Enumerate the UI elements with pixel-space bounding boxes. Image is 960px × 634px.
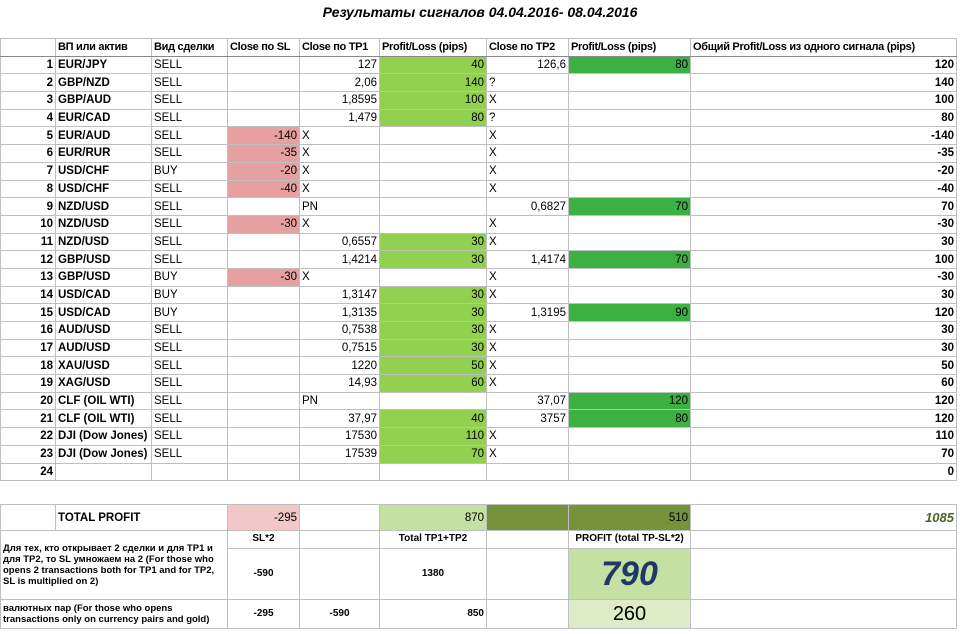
table-row bbox=[1, 463, 957, 481]
asset-cell: NZD/USD bbox=[56, 215, 152, 233]
table-row bbox=[1, 109, 957, 127]
total-cell: 0 bbox=[691, 463, 957, 481]
total-cell: 30 bbox=[691, 233, 957, 251]
table-row bbox=[1, 74, 957, 92]
row-number: 24 bbox=[1, 463, 56, 481]
header-pl1: Profit/Loss (pips) bbox=[380, 39, 487, 57]
asset-cell: NZD/USD bbox=[56, 233, 152, 251]
close-tp1-cell: 127 bbox=[300, 56, 380, 74]
close-tp2-cell bbox=[487, 180, 569, 198]
pl1-cell bbox=[380, 198, 487, 216]
close-sl-cell bbox=[228, 92, 300, 110]
deal-type-cell: SELL bbox=[152, 109, 228, 127]
pl1-cell: 60 bbox=[380, 375, 487, 393]
close-tp1-cell: 37,97 bbox=[300, 410, 380, 428]
total-cell: 140 bbox=[691, 74, 957, 92]
close-tp2-cell bbox=[487, 357, 569, 375]
row2-profit: 260 bbox=[569, 599, 691, 628]
total-pl2: 510 bbox=[569, 505, 691, 531]
asset-cell: AUD/USD bbox=[56, 322, 152, 340]
sl2-value: -590 bbox=[228, 548, 300, 599]
pl2-cell bbox=[569, 215, 691, 233]
total-final: 1085 bbox=[691, 505, 957, 531]
row-number: 2 bbox=[1, 74, 56, 92]
close-tp1-cell: 0,7515 bbox=[300, 339, 380, 357]
deal-type-cell: SELL bbox=[152, 198, 228, 216]
close-sl-cell bbox=[228, 445, 300, 463]
summary-row-2 bbox=[1, 599, 957, 628]
asset-cell: EUR/AUD bbox=[56, 127, 152, 145]
mark-text: X bbox=[489, 288, 497, 301]
pl2-cell: 70 bbox=[569, 251, 691, 269]
table-row bbox=[1, 428, 957, 446]
total-cell: 30 bbox=[691, 322, 957, 340]
pl2-cell bbox=[569, 127, 691, 145]
total-cell: -40 bbox=[691, 180, 957, 198]
pl2-cell bbox=[569, 428, 691, 446]
pl1-cell: 80 bbox=[380, 109, 487, 127]
deal-type-cell: SELL bbox=[152, 215, 228, 233]
asset-cell: GBP/AUD bbox=[56, 92, 152, 110]
deal-type-cell: BUY bbox=[152, 304, 228, 322]
close-tp2-cell bbox=[487, 268, 569, 286]
asset-cell: AUD/USD bbox=[56, 339, 152, 357]
row-number: 16 bbox=[1, 322, 56, 340]
row-number: 22 bbox=[1, 428, 56, 446]
close-tp2-cell bbox=[487, 233, 569, 251]
close-sl-cell bbox=[228, 74, 300, 92]
close-sl-cell bbox=[228, 357, 300, 375]
table-row bbox=[1, 286, 957, 304]
pl1-cell: 40 bbox=[380, 410, 487, 428]
close-tp2-cell bbox=[487, 375, 569, 393]
close-sl-cell bbox=[228, 109, 300, 127]
total-cell: -20 bbox=[691, 162, 957, 180]
pl2-cell bbox=[569, 357, 691, 375]
total-cell: 30 bbox=[691, 339, 957, 357]
row-number: 17 bbox=[1, 339, 56, 357]
deal-type-cell: SELL bbox=[152, 445, 228, 463]
deal-type-cell: SELL bbox=[152, 74, 228, 92]
asset-cell: USD/CAD bbox=[56, 304, 152, 322]
pl2-cell bbox=[569, 445, 691, 463]
asset-cell: DJI (Dow Jones) bbox=[56, 428, 152, 446]
total-cell: 120 bbox=[691, 304, 957, 322]
pl2-cell: 80 bbox=[569, 56, 691, 74]
asset-cell: XAU/USD bbox=[56, 357, 152, 375]
row-number: 3 bbox=[1, 92, 56, 110]
close-tp2-cell: 37,07 bbox=[487, 392, 569, 410]
deal-type-cell bbox=[152, 463, 228, 481]
header-close-sl: Close по SL bbox=[228, 39, 300, 57]
table-row bbox=[1, 215, 957, 233]
mark-text: X bbox=[489, 359, 497, 372]
pl2-cell bbox=[569, 162, 691, 180]
close-tp1-cell: 1,3135 bbox=[300, 304, 380, 322]
mark-text: X bbox=[489, 94, 497, 107]
deal-type-cell: SELL bbox=[152, 251, 228, 269]
summary-note-1: Для тех, кто открывает 2 сделки и для TP1 и для TP2, то SL умножаем на 2 (For those who opens 2 transactions both for TP1 and for TP2, SL is multiplied on 2) bbox=[1, 531, 228, 600]
mark-text: X bbox=[302, 218, 310, 231]
row-number: 18 bbox=[1, 357, 56, 375]
pl2-cell: 70 bbox=[569, 198, 691, 216]
total-cell: 120 bbox=[691, 392, 957, 410]
close-sl-cell: -40 bbox=[228, 180, 300, 198]
close-tp1-cell bbox=[300, 392, 380, 410]
close-tp1-cell: 17539 bbox=[300, 445, 380, 463]
table-row bbox=[1, 198, 957, 216]
deal-type-cell: SELL bbox=[152, 322, 228, 340]
asset-cell: USD/CAD bbox=[56, 286, 152, 304]
asset-cell: USD/CHF bbox=[56, 162, 152, 180]
close-tp1-cell bbox=[300, 198, 380, 216]
tp-total-label: Total TP1+TP2 bbox=[380, 531, 487, 549]
pl2-cell bbox=[569, 339, 691, 357]
close-tp1-cell bbox=[300, 127, 380, 145]
close-tp1-cell: 2,06 bbox=[300, 74, 380, 92]
header-close-tp1: Close по TP1 bbox=[300, 39, 380, 57]
pl1-cell: 70 bbox=[380, 445, 487, 463]
mark-text: PN bbox=[302, 200, 318, 213]
asset-cell: GBP/USD bbox=[56, 268, 152, 286]
deal-type-cell: BUY bbox=[152, 268, 228, 286]
close-sl-cell bbox=[228, 233, 300, 251]
close-tp2-cell bbox=[487, 445, 569, 463]
asset-cell: CLF (OIL WTI) bbox=[56, 392, 152, 410]
row-number: 5 bbox=[1, 127, 56, 145]
pl1-cell: 30 bbox=[380, 322, 487, 340]
table-row bbox=[1, 180, 957, 198]
asset-cell: XAG/USD bbox=[56, 375, 152, 393]
asset-cell: USD/CHF bbox=[56, 180, 152, 198]
total-cell: 110 bbox=[691, 428, 957, 446]
row-number: 14 bbox=[1, 286, 56, 304]
pl1-cell: 30 bbox=[380, 339, 487, 357]
close-tp1-cell: 1220 bbox=[300, 357, 380, 375]
deal-type-cell: SELL bbox=[152, 339, 228, 357]
asset-cell: EUR/RUR bbox=[56, 145, 152, 163]
tp-total-value: 1380 bbox=[380, 548, 487, 599]
table-row bbox=[1, 145, 957, 163]
summary-row-1 bbox=[1, 531, 957, 549]
pl2-cell bbox=[569, 375, 691, 393]
close-tp1-cell: 1,479 bbox=[300, 109, 380, 127]
close-tp1-cell bbox=[300, 268, 380, 286]
row-number: 23 bbox=[1, 445, 56, 463]
row-number: 21 bbox=[1, 410, 56, 428]
mark-text: X bbox=[302, 165, 310, 178]
mark-text: X bbox=[489, 147, 497, 160]
pl1-cell: 30 bbox=[380, 304, 487, 322]
close-tp1-cell: 1,4214 bbox=[300, 251, 380, 269]
pl1-cell: 100 bbox=[380, 92, 487, 110]
mark-text: X bbox=[489, 430, 497, 443]
close-tp2-cell bbox=[487, 215, 569, 233]
asset-cell: EUR/JPY bbox=[56, 56, 152, 74]
pl1-cell: 140 bbox=[380, 74, 487, 92]
total-label: TOTAL PROFIT bbox=[56, 505, 228, 531]
close-sl-cell: -35 bbox=[228, 145, 300, 163]
mark-text: X bbox=[489, 182, 497, 195]
asset-cell: DJI (Dow Jones) bbox=[56, 445, 152, 463]
mark-text: X bbox=[489, 165, 497, 178]
deal-type-cell: SELL bbox=[152, 428, 228, 446]
close-tp2-cell bbox=[487, 74, 569, 92]
asset-cell: NZD/USD bbox=[56, 198, 152, 216]
mark-text: X bbox=[302, 182, 310, 195]
sheet-title: Результаты сигналов 04.04.2016- 08.04.2016 bbox=[322, 4, 638, 20]
table-row bbox=[1, 268, 957, 286]
total-cell: 100 bbox=[691, 92, 957, 110]
row-number: 12 bbox=[1, 251, 56, 269]
pl2-cell bbox=[569, 74, 691, 92]
total-cell: 70 bbox=[691, 445, 957, 463]
pl1-cell: 30 bbox=[380, 286, 487, 304]
close-tp1-cell bbox=[300, 215, 380, 233]
pl2-cell: 120 bbox=[569, 392, 691, 410]
total-cell: 70 bbox=[691, 198, 957, 216]
mark-text: PN bbox=[302, 395, 318, 408]
mark-text: X bbox=[489, 129, 497, 142]
close-sl-cell bbox=[228, 392, 300, 410]
close-sl-cell bbox=[228, 304, 300, 322]
close-tp1-cell bbox=[300, 180, 380, 198]
deal-type-cell: SELL bbox=[152, 375, 228, 393]
header-total: Общий Profit/Loss из одного сигнала (pips) bbox=[691, 39, 957, 57]
mark-text: X bbox=[302, 271, 310, 284]
deal-type-cell: BUY bbox=[152, 162, 228, 180]
table-row bbox=[1, 127, 957, 145]
table-row bbox=[1, 322, 957, 340]
mark-text: ? bbox=[489, 112, 496, 125]
deal-type-cell: SELL bbox=[152, 127, 228, 145]
pl2-cell: 90 bbox=[569, 304, 691, 322]
close-sl-cell bbox=[228, 198, 300, 216]
pl2-cell bbox=[569, 92, 691, 110]
deal-type-cell: BUY bbox=[152, 286, 228, 304]
header-type: Вид сделки bbox=[152, 39, 228, 57]
close-sl-cell: -140 bbox=[228, 127, 300, 145]
row-number: 8 bbox=[1, 180, 56, 198]
table-row bbox=[1, 92, 957, 110]
table-row bbox=[1, 357, 957, 375]
total-cell: 100 bbox=[691, 251, 957, 269]
mark-text: X bbox=[489, 218, 497, 231]
close-tp2-cell: 3757 bbox=[487, 410, 569, 428]
total-cell: -140 bbox=[691, 127, 957, 145]
row-number: 13 bbox=[1, 268, 56, 286]
row-number: 1 bbox=[1, 56, 56, 74]
header-asset: ВП или актив bbox=[56, 39, 152, 57]
header-row bbox=[1, 39, 957, 57]
row-number: 11 bbox=[1, 233, 56, 251]
row-number: 19 bbox=[1, 375, 56, 393]
close-sl-cell bbox=[228, 463, 300, 481]
pl2-cell: 80 bbox=[569, 410, 691, 428]
close-tp2-cell bbox=[487, 109, 569, 127]
mark-text: X bbox=[302, 129, 310, 142]
pl1-cell: 30 bbox=[380, 233, 487, 251]
deal-type-cell: SELL bbox=[152, 92, 228, 110]
close-sl-cell bbox=[228, 56, 300, 74]
close-sl-cell bbox=[228, 339, 300, 357]
close-tp2-cell bbox=[487, 428, 569, 446]
pl1-cell: 40 bbox=[380, 56, 487, 74]
total-sl: -295 bbox=[228, 505, 300, 531]
mark-text: X bbox=[489, 377, 497, 390]
pl1-cell bbox=[380, 145, 487, 163]
deal-type-cell: SELL bbox=[152, 233, 228, 251]
close-tp2-cell: 1,4174 bbox=[487, 251, 569, 269]
asset-cell: EUR/CAD bbox=[56, 109, 152, 127]
close-tp2-cell bbox=[487, 162, 569, 180]
table-row bbox=[1, 339, 957, 357]
pl1-cell: 30 bbox=[380, 251, 487, 269]
close-tp2-cell bbox=[487, 127, 569, 145]
close-sl-cell: -30 bbox=[228, 215, 300, 233]
pl2-cell bbox=[569, 463, 691, 481]
row-number: 6 bbox=[1, 145, 56, 163]
close-tp2-cell bbox=[487, 145, 569, 163]
deal-type-cell: SELL bbox=[152, 145, 228, 163]
deal-type-cell: SELL bbox=[152, 392, 228, 410]
pl2-cell bbox=[569, 322, 691, 340]
table-row bbox=[1, 251, 957, 269]
table-row bbox=[1, 392, 957, 410]
total-pl1: 870 bbox=[380, 505, 487, 531]
close-sl-cell bbox=[228, 410, 300, 428]
header-close-tp2: Close по TP2 bbox=[487, 39, 569, 57]
sl2-label: SL*2 bbox=[228, 531, 300, 549]
close-tp1-cell bbox=[300, 145, 380, 163]
pl2-cell bbox=[569, 145, 691, 163]
table-row bbox=[1, 233, 957, 251]
table-row bbox=[1, 375, 957, 393]
close-tp2-cell bbox=[487, 463, 569, 481]
close-sl-cell bbox=[228, 322, 300, 340]
header-pl2: Profit/Loss (pips) bbox=[569, 39, 691, 57]
table-row bbox=[1, 162, 957, 180]
row2-tp: 850 bbox=[380, 599, 487, 628]
close-tp2-cell: 1,3195 bbox=[487, 304, 569, 322]
close-tp2-cell bbox=[487, 92, 569, 110]
close-tp1-cell: 0,6557 bbox=[300, 233, 380, 251]
close-tp1-cell: 1,8595 bbox=[300, 92, 380, 110]
pl1-cell bbox=[380, 127, 487, 145]
close-tp2-cell: 126,6 bbox=[487, 56, 569, 74]
pl2-cell bbox=[569, 286, 691, 304]
row2-sl: -295 bbox=[228, 599, 300, 628]
total-cell: 30 bbox=[691, 286, 957, 304]
total-cell: -30 bbox=[691, 268, 957, 286]
close-sl-cell bbox=[228, 286, 300, 304]
mark-text: X bbox=[302, 147, 310, 160]
close-sl-cell bbox=[228, 251, 300, 269]
deal-type-cell: SELL bbox=[152, 180, 228, 198]
close-tp1-cell: 0,7538 bbox=[300, 322, 380, 340]
deal-type-cell: SELL bbox=[152, 56, 228, 74]
table-row bbox=[1, 410, 957, 428]
total-row bbox=[1, 505, 957, 531]
asset-cell bbox=[56, 463, 152, 481]
pl1-cell: 50 bbox=[380, 357, 487, 375]
pl1-cell bbox=[380, 392, 487, 410]
row-number: 20 bbox=[1, 392, 56, 410]
pl1-cell: 110 bbox=[380, 428, 487, 446]
pl1-cell bbox=[380, 180, 487, 198]
mark-text: X bbox=[489, 235, 497, 248]
asset-cell: GBP/USD bbox=[56, 251, 152, 269]
pl1-cell bbox=[380, 268, 487, 286]
table-row bbox=[1, 445, 957, 463]
close-sl-cell: -20 bbox=[228, 162, 300, 180]
pl1-cell bbox=[380, 215, 487, 233]
total-cell: 120 bbox=[691, 410, 957, 428]
close-tp1-cell: 1,3147 bbox=[300, 286, 380, 304]
total-cell: -30 bbox=[691, 215, 957, 233]
row-number: 15 bbox=[1, 304, 56, 322]
close-sl-cell bbox=[228, 375, 300, 393]
row-number: 4 bbox=[1, 109, 56, 127]
signals-table bbox=[0, 38, 957, 481]
total-cell: 80 bbox=[691, 109, 957, 127]
mark-text: X bbox=[489, 448, 497, 461]
pl2-cell bbox=[569, 109, 691, 127]
asset-cell: CLF (OIL WTI) bbox=[56, 410, 152, 428]
profit-value: 790 bbox=[569, 548, 691, 599]
close-sl-cell bbox=[228, 428, 300, 446]
close-tp1-cell bbox=[300, 162, 380, 180]
table-row bbox=[1, 304, 957, 322]
pl2-cell bbox=[569, 233, 691, 251]
row-number: 10 bbox=[1, 215, 56, 233]
close-tp2-cell bbox=[487, 286, 569, 304]
close-tp1-cell: 17530 bbox=[300, 428, 380, 446]
row2-sl2: -590 bbox=[300, 599, 380, 628]
summary-note-2: валютных пар (For those who opens transactions only on currency pairs and gold) bbox=[1, 599, 228, 628]
close-tp1-cell bbox=[300, 463, 380, 481]
total-cell: 120 bbox=[691, 56, 957, 74]
mark-text: ? bbox=[489, 76, 496, 89]
mark-text: X bbox=[489, 324, 497, 337]
mark-text: X bbox=[489, 342, 497, 355]
close-tp2-cell: 0,6827 bbox=[487, 198, 569, 216]
summary-table bbox=[0, 504, 957, 629]
deal-type-cell: SELL bbox=[152, 357, 228, 375]
table-row bbox=[1, 56, 957, 74]
pl2-cell bbox=[569, 268, 691, 286]
total-cell: 60 bbox=[691, 375, 957, 393]
close-sl-cell: -30 bbox=[228, 268, 300, 286]
asset-cell: GBP/NZD bbox=[56, 74, 152, 92]
total-cell: -35 bbox=[691, 145, 957, 163]
pl1-cell bbox=[380, 463, 487, 481]
pl1-cell bbox=[380, 162, 487, 180]
profit-label: PROFIT (total TP-SL*2) bbox=[569, 531, 691, 549]
row-number: 9 bbox=[1, 198, 56, 216]
close-tp2-cell bbox=[487, 322, 569, 340]
row-number: 7 bbox=[1, 162, 56, 180]
mark-text: X bbox=[489, 271, 497, 284]
deal-type-cell: SELL bbox=[152, 410, 228, 428]
close-tp2-cell bbox=[487, 339, 569, 357]
close-tp1-cell: 14,93 bbox=[300, 375, 380, 393]
pl2-cell bbox=[569, 180, 691, 198]
total-cell: 50 bbox=[691, 357, 957, 375]
